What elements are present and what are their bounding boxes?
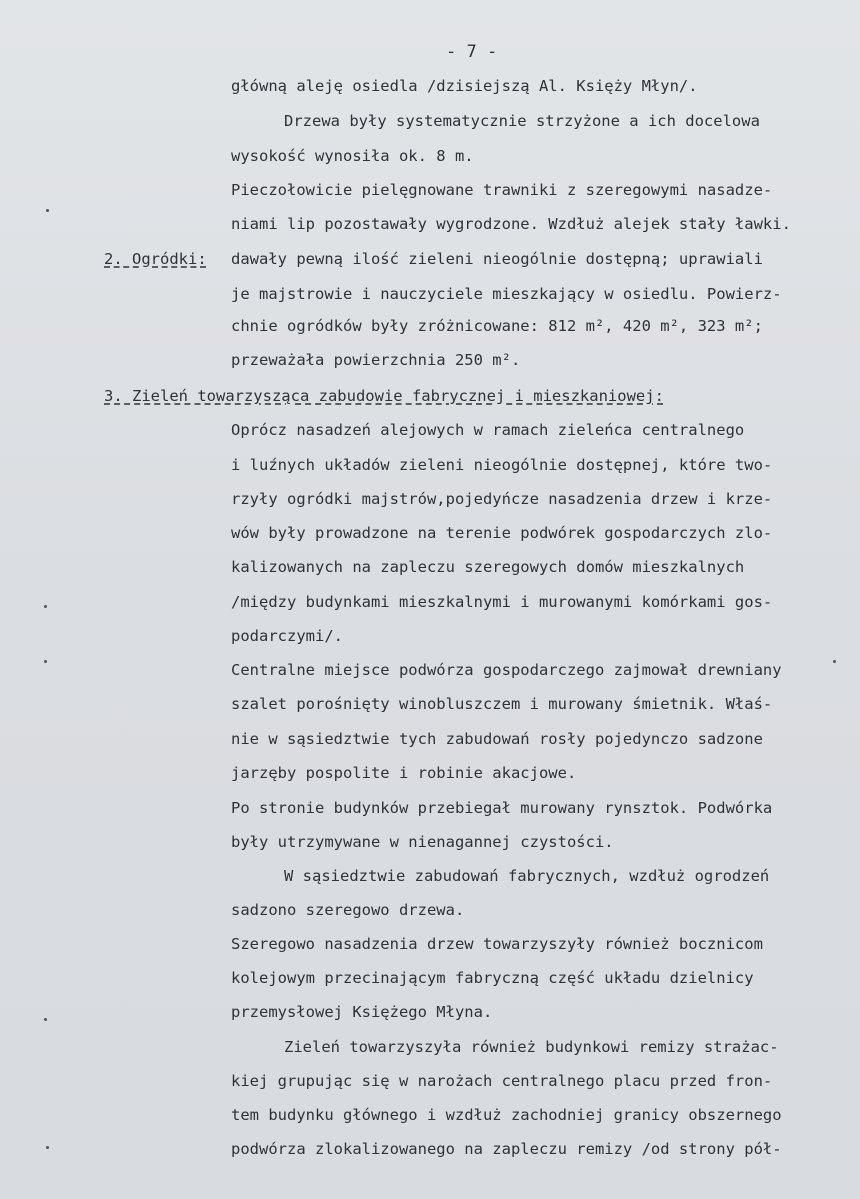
text-line: rzyły ogródki majstrów,pojedyńcze nasadzenia drzew i krze- (231, 490, 773, 508)
text-line: niami lip pozostawały wygrodzone. Wzdłuż alejek stały ławki. (231, 215, 791, 233)
text-line: nie w sąsiedztwie tych zabudowań rosły pojedynczo sadzone (231, 730, 763, 748)
text-line: i luźnych układów zieleni nieogólnie dostępnej, które two- (231, 456, 773, 474)
text-line: Oprócz nasadzeń alejowych w ramach zieleńca centralnego (231, 421, 745, 439)
margin-speck (46, 1146, 49, 1149)
margin-speck (46, 209, 49, 212)
margin-speck (44, 605, 47, 608)
text-line: przeważała powierzchnia 250 m². (231, 351, 521, 369)
section-heading-2: 2. Ogródki: (104, 250, 207, 268)
text-line: podarczymi/. (231, 627, 343, 645)
text-line: /między budynkami mieszkalnymi i murowanymi komórkami gos- (231, 593, 773, 611)
text-line: szalet porośnięty winobluszczem i murowany śmietnik. Właś- (231, 695, 773, 713)
text-line: je majstrowie i nauczyciele mieszkający w osiedlu. Powierz- (231, 285, 782, 303)
text-line: jarzęby pospolite i robinie akacjowe. (231, 764, 577, 782)
margin-speck (44, 1018, 47, 1021)
text-line: Po stronie budynków przebiegał murowany rynsztok. Podwórka (231, 799, 773, 817)
text-line: Zieleń towarzyszyła również budynkowi remizy strażac- (284, 1038, 779, 1056)
margin-speck (44, 660, 47, 663)
page-number: - 7 - (446, 42, 498, 62)
text-line: sadzono szeregowo drzewa. (231, 901, 465, 919)
text-line: wów były prowadzone na terenie podwórek gospodarczych zlo- (231, 524, 773, 542)
text-line: przemysłowej Księżego Młyna. (231, 1003, 493, 1021)
text-line: chnie ogródków były zróżnicowane: 812 m², 420 m², 323 m²; (231, 317, 763, 335)
text-line: Szeregowo nasadzenia drzew towarzyszyły również bocznicom (231, 935, 763, 953)
text-line: kalizowanych na zapleczu szeregowych domów mieszkalnych (231, 558, 745, 576)
margin-speck (833, 660, 836, 663)
text-line: podwórza zlokalizowanego na zapleczu remizy /od strony pół- (231, 1140, 782, 1158)
text-line: W sąsiedztwie zabudowań fabrycznych, wzdłuż ogrodzeń (284, 867, 770, 885)
text-line: były utrzymywane w nienagannej czystości. (231, 833, 614, 851)
text-line: kolejowym przecinającym fabryczną część układu dzielnicy (231, 969, 754, 987)
section-heading-3: 3. Zieleń towarzysząca zabudowie fabrycznej i mieszkaniowej: (104, 387, 664, 405)
text-line: główną aleję osiedla /dzisiejszą Al. Księży Młyn/. (231, 77, 698, 95)
text-line: kiej grupując się w narożach centralnego placu przed fron- (231, 1072, 773, 1090)
text-line: Centralne miejsce podwórza gospodarczego zajmował drewniany (231, 661, 782, 679)
text-line: wysokość wynosiła ok. 8 m. (231, 147, 474, 165)
text-line: dawały pewną ilość zieleni nieogólnie dostępną; uprawiali (231, 250, 763, 268)
text-line: tem budynku głównego i wzdłuż zachodniej granicy obszernego (231, 1106, 782, 1124)
text-line: Drzewa były systematycznie strzyżone a ich docelowa (284, 112, 760, 130)
text-line: Pieczołowicie pielęgnowane trawniki z szeregowymi nasadze- (231, 181, 773, 199)
